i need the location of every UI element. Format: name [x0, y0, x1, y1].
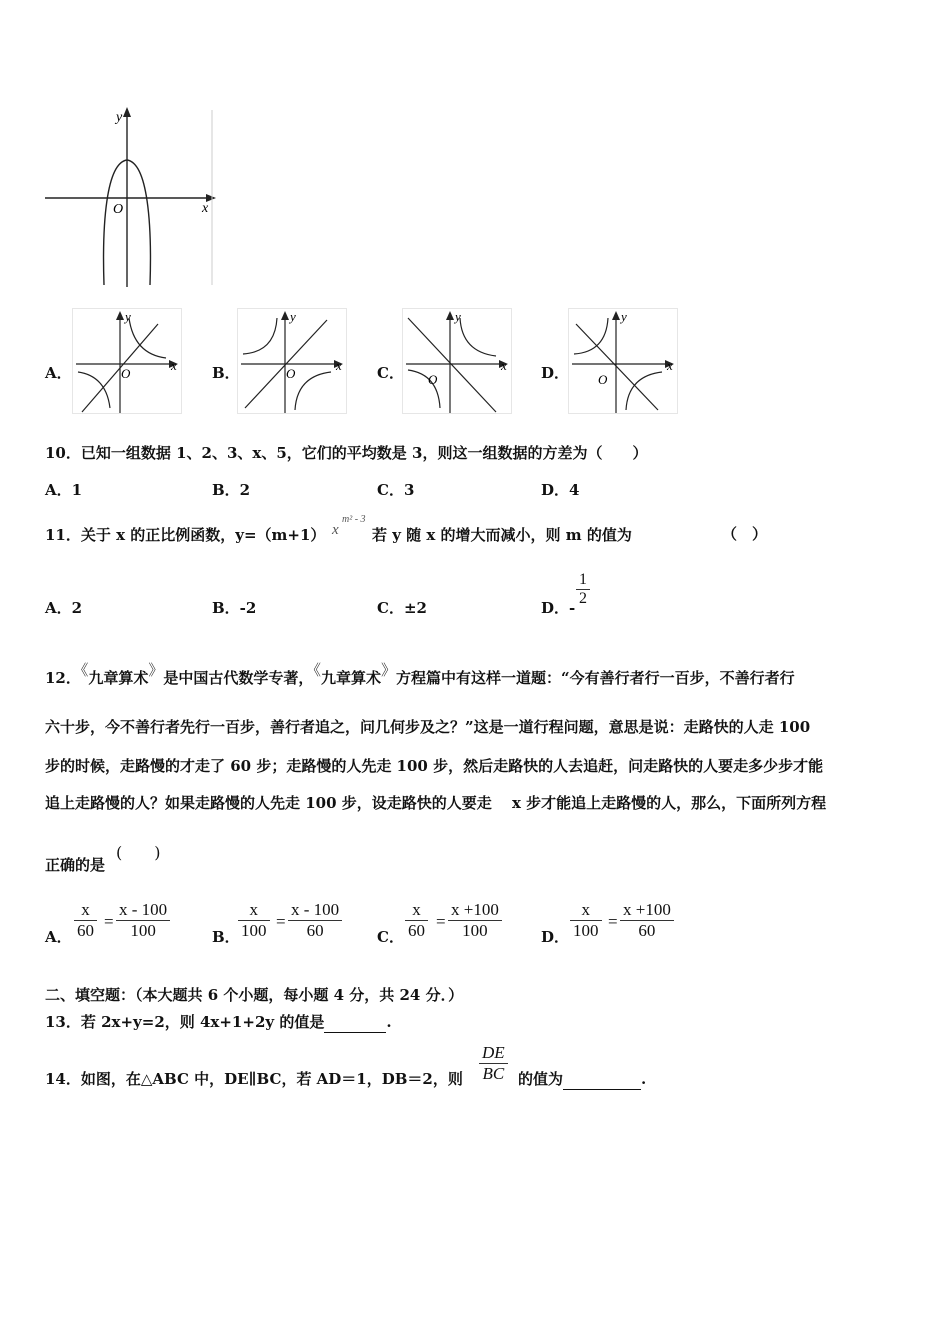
hyperbola-branch-1	[243, 318, 277, 354]
question-12-line-2: 六十步，今不善行者先行一百步，善行者追之，问几何步及之？”这是一道行程问题，意思是说：走路快的人走 100	[45, 718, 811, 736]
y-axis-arrow-icon	[446, 311, 454, 320]
q11-option-d[interactable]: D．-	[541, 599, 576, 617]
question-14-text: 14．如图，在△ABC 中，DE∥BC，若 AD＝1，DB＝2，则	[45, 1070, 463, 1088]
fraction-denominator: 100	[570, 920, 602, 941]
x-axis-label: x	[501, 358, 507, 373]
q12-bracket: ( )	[116, 843, 161, 862]
y-axis-arrow-icon	[116, 311, 124, 320]
q13-answer-blank[interactable]	[324, 1012, 386, 1033]
origin-label: O	[286, 366, 296, 381]
section-2-heading: 二、填空题：（本大题共 6 个小题，每小题 4 分，共 24 分．）	[45, 986, 464, 1004]
question-13	[45, 1012, 392, 1033]
equals-sign: =	[104, 912, 114, 931]
q10-option-d[interactable]: D．4	[541, 481, 580, 499]
fraction-denominator: 100	[238, 920, 270, 941]
fraction-denominator: BC	[479, 1063, 508, 1084]
q11-option-b[interactable]: B．-2	[212, 599, 257, 617]
fraction-denominator: 2	[576, 589, 590, 608]
q12-option-a-letter[interactable]: A．	[45, 928, 72, 946]
q11-bracket: （ ）	[722, 525, 768, 543]
fraction-numerator: 1	[579, 571, 587, 588]
fraction-denominator: 60	[288, 920, 342, 941]
main-parabola-graph	[40, 105, 220, 290]
fraction-denominator: 100	[116, 920, 170, 941]
x-axis-label: x	[202, 201, 209, 216]
y-axis-label: y	[116, 110, 123, 125]
close-book-bracket-icon: 》	[380, 661, 396, 679]
option-a-letter[interactable]: A．	[45, 364, 72, 382]
fraction-numerator: x	[581, 900, 590, 919]
option-b-letter[interactable]: B．	[212, 364, 240, 382]
open-book-bracket-icon: 《	[80, 661, 89, 679]
q12-option-d-left-fraction	[570, 900, 602, 941]
x-axis-label: x	[336, 358, 342, 373]
q12-option-a-left-fraction	[74, 900, 97, 941]
q14-end: .	[641, 1070, 647, 1088]
y-axis-label: y	[455, 309, 461, 324]
y-axis-label: y	[621, 309, 627, 324]
q12-line-1-suffix: 方程篇中有这样一道题：“今有善行者行一百步，不善行者行	[395, 669, 795, 687]
q12-line-1-mid: 是中国古代数学专著，	[163, 669, 314, 687]
fraction-numerator: x +100	[623, 900, 671, 919]
y-axis-label: y	[125, 309, 131, 324]
q12-option-c-right-fraction	[448, 900, 502, 941]
open-book-bracket-icon: 《	[313, 661, 321, 679]
x-axis-label: x	[171, 358, 177, 373]
y-axis-label: y	[290, 309, 296, 324]
fraction-denominator: 60	[405, 920, 428, 941]
hyperbola-branch-1	[574, 318, 608, 354]
fraction-denominator: 100	[448, 920, 502, 941]
graph-option-b[interactable]	[237, 308, 349, 416]
question-12-line-1	[45, 661, 795, 688]
q10-option-b[interactable]: B．2	[212, 481, 251, 499]
q12-option-b-left-fraction	[238, 900, 270, 941]
q13-end: .	[386, 1013, 392, 1031]
hyperbola-branch-2	[295, 372, 331, 410]
q12-option-b-letter[interactable]: B．	[212, 928, 240, 946]
question-12-line-3: 步的时候，走路慢的才走了 60 步；走路慢的人先走 100 步，然后走路快的人去追赶，问走路快的人要走多少步才能	[45, 757, 824, 775]
question-11-text	[45, 525, 325, 545]
close-book-bracket-icon: 》	[148, 661, 164, 679]
q10-option-a[interactable]: A．1	[45, 481, 83, 499]
question-12-line-5: 正确的是	[45, 856, 106, 874]
q14-text-after: 的值为	[518, 1070, 564, 1088]
q12-option-a-right-fraction	[116, 900, 170, 941]
fraction-numerator: DE	[482, 1043, 505, 1062]
q12-option-c-left-fraction	[405, 900, 428, 941]
q12-option-d-letter[interactable]: D．	[541, 928, 570, 946]
question-14-tail	[518, 1069, 646, 1090]
q14-answer-blank[interactable]	[563, 1069, 641, 1090]
graph-option-c[interactable]	[402, 308, 514, 416]
q11-text-after: 若 y 随 x 的增大而减小，则 m 的值为	[372, 526, 632, 544]
fraction-denominator: 60	[620, 920, 674, 941]
q11-option-d-fraction	[576, 571, 590, 608]
fraction-numerator: x	[412, 900, 421, 919]
q12-book-title: 九章算术	[88, 669, 149, 687]
option-c-letter[interactable]: C．	[377, 364, 404, 382]
equals-sign: =	[436, 912, 446, 931]
origin-label: O	[121, 366, 131, 381]
hyperbola-branch-2	[78, 372, 110, 408]
y-axis-arrow-icon	[612, 311, 620, 320]
graph-option-a[interactable]	[72, 308, 184, 416]
line-graph	[408, 318, 496, 412]
line-graph	[576, 324, 658, 410]
graph-option-d[interactable]	[568, 308, 680, 416]
origin-label: O	[598, 372, 608, 387]
q12-number: 12．	[45, 669, 81, 687]
origin-label: O	[428, 372, 438, 387]
q12-book-title-2: 九章算术	[320, 669, 381, 687]
q11-power-exponent: m² - 3	[342, 514, 366, 525]
fraction-numerator: x - 100	[291, 900, 340, 919]
fraction-numerator: x	[249, 900, 258, 919]
question-10-text: 10．已知一组数据 1、2、3、x、5，它们的平均数是 3，则这一组数据的方差为（ ）	[45, 444, 648, 462]
fraction-numerator: x +100	[451, 900, 499, 919]
equals-sign: =	[608, 912, 618, 931]
q10-option-c[interactable]: C．3	[377, 481, 415, 499]
question-12-line-4: 追上走路慢的人？如果走路慢的人先走 100 步，设走路快的人要走 x 步才能追上走路慢的人，那么，下面所列方程	[45, 794, 827, 812]
option-d-letter[interactable]: D．	[541, 364, 570, 382]
q12-option-b-right-fraction	[288, 900, 342, 941]
q13-text: 13．若 2x+y=2，则 4x+1+2y 的值是	[45, 1013, 325, 1031]
fraction-denominator: 60	[74, 920, 97, 941]
fraction-numerator: x - 100	[119, 900, 168, 919]
y-axis-arrow-icon	[123, 107, 131, 117]
hyperbola-branch-2	[626, 372, 662, 410]
origin-label: O	[113, 202, 124, 217]
hyperbola-branch-1	[460, 318, 496, 356]
x-axis-label: x	[667, 358, 673, 373]
q11-text-before: 11．关于 x 的正比例函数，y=（m+1）	[45, 526, 326, 544]
q12-option-d-right-fraction	[620, 900, 674, 941]
q11-option-a[interactable]: A．2	[45, 599, 83, 617]
equals-sign: =	[276, 912, 286, 931]
q11-option-c[interactable]: C．±2	[377, 599, 427, 617]
q11-power-base: x	[332, 522, 339, 538]
fraction-numerator: x	[81, 900, 90, 919]
q12-option-c-letter[interactable]: C．	[377, 928, 404, 946]
q14-fraction	[479, 1043, 508, 1084]
y-axis-arrow-icon	[281, 311, 289, 320]
